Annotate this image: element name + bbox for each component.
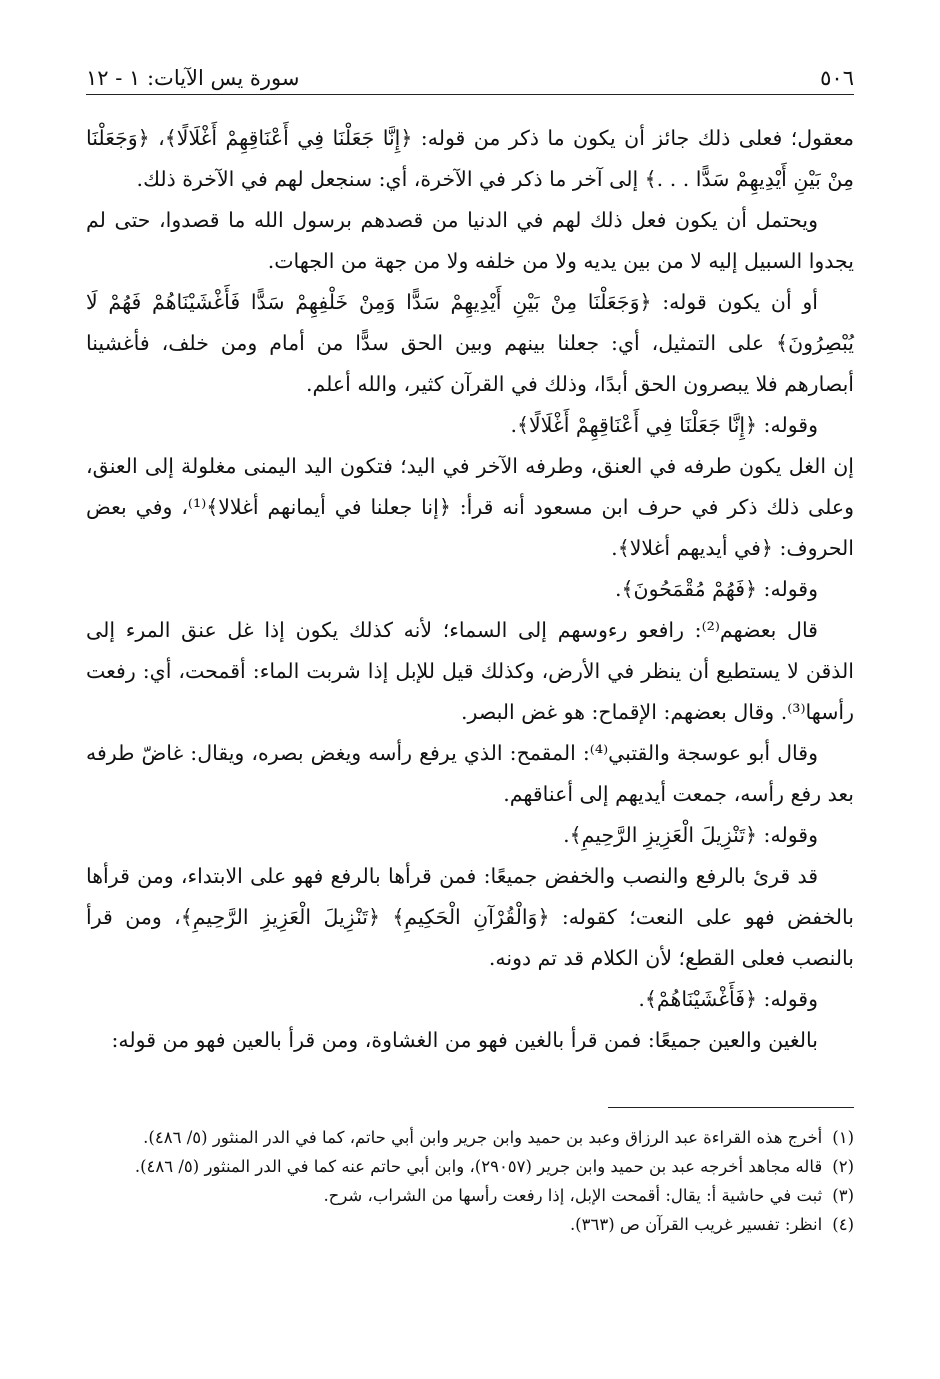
footnote-text: انظر: تفسير غريب القرآن ص (٣٦٣). (569, 1215, 823, 1234)
footnote-number: (٢) (832, 1157, 854, 1176)
footnote-text: ثبت في حاشية أ: يقال: أقمحت الإبل، إذا رفعت رأسها من الشراب، شرح. (323, 1186, 823, 1205)
footnote-number: (٤) (832, 1215, 854, 1234)
footnote (86, 1211, 854, 1239)
footnote (86, 1182, 854, 1210)
footnote (86, 1153, 854, 1181)
paragraph: قد قرئ بالرفع والنصب والخفض جميعًا: فمن قرأها بالرفع فهو على الابتداء، ومن قرأها بالخفض فهو على النعت؛ كقوله: ﴿وَالْقُرْآنِ الْحَكِيمِ﴾ ﴿تَنْزِيلَ الْعَزِيزِ الرَّحِيمِ﴾، ومن قرأ بالنصب فعلى القطع؛ لأن الكلام قد تم دونه. (86, 864, 854, 970)
paragraph: إن الغل يكون طرفه في العنق، وطرفه الآخر في اليد؛ فتكون اليد اليمنى مغلولة إلى العنق، وعلى ذلك ذكر في حرف ابن مسعود أنه قرأ: ﴿إنا جعلنا في أيمانهم أغلالا﴾⁽¹⁾، وفي بعض الحروف: ﴿في أيديهم أغلالا﴾. (86, 454, 854, 560)
footnote-number: (٣) (832, 1186, 854, 1205)
verse-heading: وقوله: ﴿فَأَغْشَيْنَاهُمْ﴾. (638, 987, 818, 1011)
paragraph: ويحتمل أن يكون فعل ذلك لهم في الدنيا من قصدهم برسول الله ما قصدوا، حتى لم يجدوا السبيل إليه لا من بين يديه ولا من خلفه ولا من جهة من الجهات. (86, 208, 854, 273)
footnote-text: قاله مجاهد أخرجه عبد بن حميد وابن جرير (٢٩٠٥٧)، وابن أبي حاتم عنه كما في الدر المنثور (٥/ ٤٨٦). (134, 1157, 823, 1176)
paragraph: قال بعضهم⁽²⁾: رافعو رءوسهم إلى السماء؛ لأنه كذلك يكون إذا غل عنق المرء إلى الذقن لا يستطيع أن ينظر في الأرض، وكذلك قيل للإبل إذا شربت الماء: أقمحت، أي: رفعت رأسها⁽³⁾. وقال بعضهم: الإقماح: هو غض البصر. (86, 618, 854, 724)
verse-heading: وقوله: ﴿إِنَّا جَعَلْنَا فِي أَعْنَاقِهِمْ أَغْلَالًا﴾. (510, 413, 818, 437)
footnote (86, 1124, 854, 1152)
footnote-number: (١) (832, 1128, 854, 1147)
header-title: سورة يس الآيات: ١ - ١٢ (86, 66, 300, 90)
paragraph: معقول؛ فعلى ذلك جائز أن يكون ما ذكر من قوله: ﴿إِنَّا جَعَلْنَا فِي أَعْنَاقِهِمْ أَغْلَالًا﴾، ﴿وَجَعَلْنَا مِنْ بَيْنِ أَيْدِيهِمْ سَدًّا . . .﴾ إلى آخر ما ذكر في الآخرة، أي: سنجعل لهم في الآخرة ذلك. (86, 126, 854, 191)
footnote-text: أخرج هذه القراءة عبد الرزاق وعبد بن حميد وابن جرير وابن أبي حاتم، كما في الدر المنثور (٥/ ٤٨٦). (143, 1128, 823, 1147)
footnote-divider (608, 1107, 854, 1108)
main-text (86, 118, 854, 1061)
page-number: ٥٠٦ (820, 66, 854, 90)
paragraph: بالغين والعين جميعًا: فمن قرأ بالغين فهو من الغشاوة، ومن قرأ بالعين فهو من قوله: (111, 1028, 818, 1052)
paragraph: أو أن يكون قوله: ﴿وَجَعَلْنَا مِنْ بَيْنِ أَيْدِيهِمْ سَدًّا وَمِنْ خَلْفِهِمْ سَدًّا فَأَغْشَيْنَاهُمْ فَهُمْ لَا يُبْصِرُونَ﴾ على التمثيل، أي: جعلنا بينهم وبين الحق سدًّا من أمام ومن خلف، فأغشينا أبصارهم فلا يبصرون الحق أبدًا، وذلك في القرآن كثير، والله أعلم. (86, 290, 854, 396)
verse-heading: وقوله: ﴿تَنْزِيلَ الْعَزِيزِ الرَّحِيمِ﴾. (563, 823, 818, 847)
verse-heading: وقوله: ﴿فَهُمْ مُقْمَحُونَ﴾. (615, 577, 818, 601)
running-header (86, 54, 854, 95)
paragraph: وقال أبو عوسجة والقتبي⁽⁴⁾: المقمح: الذي يرفع رأسه ويغض بصره، ويقال: غاضّ طرفه بعد رفع رأسه، جمعت أيديهم إلى أعناقهم. (86, 741, 854, 806)
footnotes (86, 1124, 854, 1240)
